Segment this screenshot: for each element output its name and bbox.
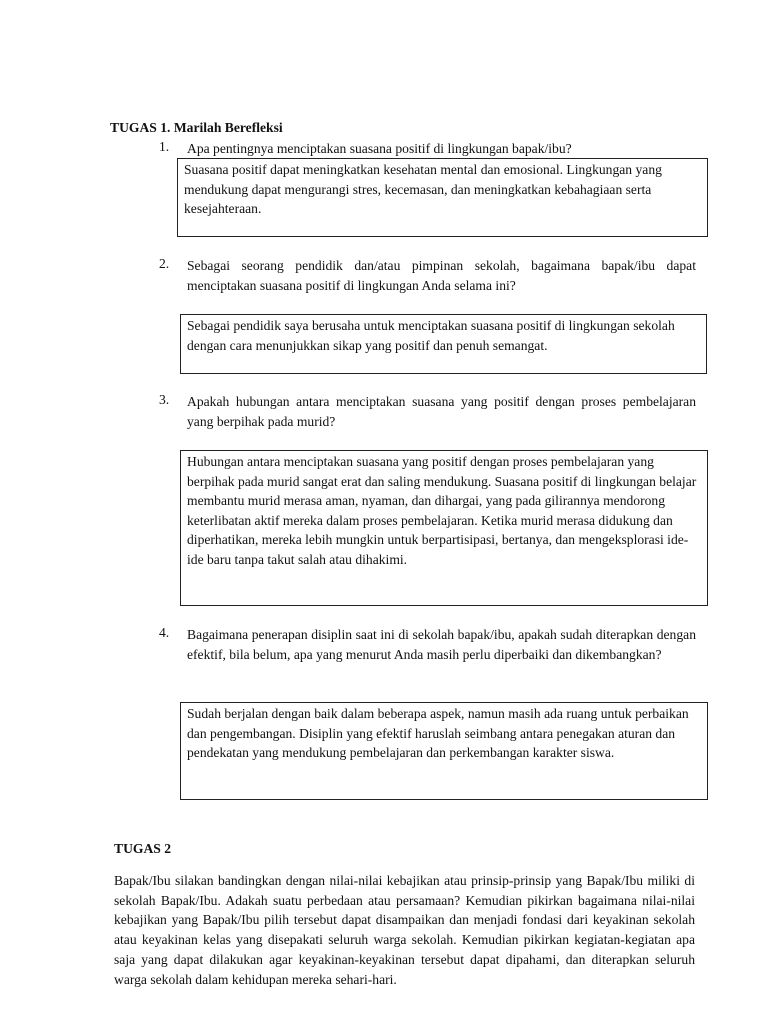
question-1-text: Apa pentingnya menciptakan suasana positif di lingkungan bapak/ibu? xyxy=(187,141,572,156)
answer-2-box xyxy=(180,314,707,374)
answer-2-text: Sebagai pendidik saya berusaha untuk menciptakan suasana positif di lingkungan sekolah dengan cara menunjukkan sikap yang positif dan penuh semangat. xyxy=(187,318,675,353)
task1-heading: TUGAS 1. Marilah Berefleksi xyxy=(110,120,283,135)
question-3-number: 3. xyxy=(159,392,170,407)
answer-1-text: Suasana positif dapat meningkatkan kesehatan mental dan emosional. Lingkungan yang mendukung dapat mengurangi stres, kecemasan, dan meningkatkan kebahagiaan serta kesejahteraan. xyxy=(184,162,662,217)
question-4-number: 4. xyxy=(159,625,170,640)
task2-heading: TUGAS 2 xyxy=(114,841,172,856)
answer-4-text: Sudah berjalan dengan baik dalam beberapa aspek, namun masih ada ruang untuk perbaikan dan pengembangan. Disiplin yang efektif haruslah seimbang antara penegakan aturan dan pendekatan yang mendukung pembelajaran dan perkembangan karakter siswa. xyxy=(187,706,689,761)
answer-1-box xyxy=(177,158,708,237)
question-3-text: Apakah hubungan antara menciptakan suasana yang positif dengan proses pembelajaran yang berpihak pada murid? xyxy=(187,394,696,429)
question-4-text: Bagaimana penerapan disiplin saat ini di sekolah bapak/ibu, apakah sudah diterapkan dengan efektif, bila belum, apa yang menurut Anda masih perlu diperbaiki dan dikembangkan? xyxy=(187,627,696,662)
question-2-number: 2. xyxy=(159,256,170,271)
answer-3-box xyxy=(180,450,708,606)
task2-paragraph: Bapak/Ibu silakan bandingkan dengan nilai-nilai kebajikan atau prinsip-prinsip yang Bapak/Ibu miliki di sekolah Bapak/Ibu. Adakah suatu perbedaan atau persamaan? Kemudian pikirkan bagaimana nilai-nilai kebajikan yang Bapak/Ibu pilih tersebut dapat disampaikan dan menjadi fondasi dari keyakinan sekolah atau keyakinan kelas yang disepakati seluruh warga sekolah. Kemudian pikirkan kegiatan-kegiatan apa saja yang dapat dilakukan agar keyakinan-keyakinan tersebut dapat dipahami, dan diterapkan seluruh warga sekolah dalam kehidupan mereka sehari-hari. xyxy=(114,873,695,987)
answer-3-text: Hubungan antara menciptakan suasana yang positif dengan proses pembelajaran yang berpihak pada murid sangat erat dan saling mendukung. Suasana positif di lingkungan belajar membantu murid merasa aman, nyaman, dan dihargai, yang pada gilirannya mendorong keterlibatan aktif mereka dalam proses pembelajaran. Ketika murid merasa didukung dan diperhatikan, mereka lebih mungkin untuk berpartisipasi, bertanya, dan mengeksplorasi ide-ide baru tanpa takut salah atau dihakimi. xyxy=(187,454,697,567)
question-2-text: Sebagai seorang pendidik dan/atau pimpinan sekolah, bagaimana bapak/ibu dapat menciptakan suasana positif di lingkungan Anda selama ini? xyxy=(187,258,696,293)
answer-4-box xyxy=(180,702,708,800)
question-1-number: 1. xyxy=(159,139,170,154)
